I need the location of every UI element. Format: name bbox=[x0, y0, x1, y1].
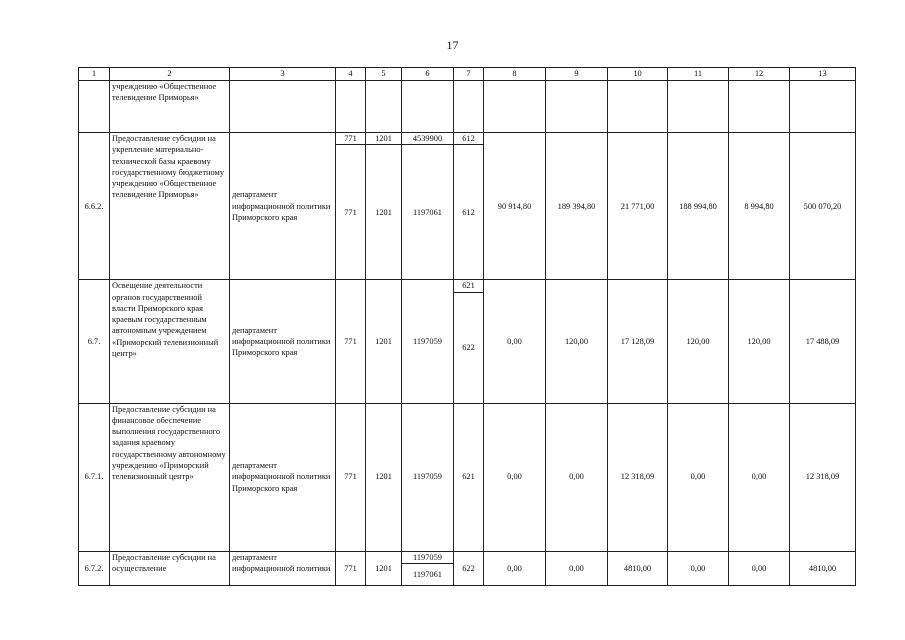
cell-c10: 21 771,00 bbox=[608, 133, 668, 280]
budget-table bbox=[78, 67, 856, 586]
cell-c13: 500 070,20 bbox=[790, 133, 856, 280]
cell-c10: 12 318,09 bbox=[608, 403, 668, 551]
col-header: 4 bbox=[336, 68, 366, 81]
col-header: 13 bbox=[790, 68, 856, 81]
cell-num: 6.7. bbox=[79, 280, 110, 403]
cell-c5: 1201 bbox=[366, 403, 402, 551]
cell-c13: 12 318,09 bbox=[790, 403, 856, 551]
cell-c10: 4810,00 bbox=[608, 551, 668, 585]
cell-c4: 771 bbox=[336, 551, 366, 585]
cell-c4: 771 bbox=[336, 145, 366, 280]
cell-dept: департамент информационной политики Приморского края bbox=[230, 133, 336, 280]
cell-c9: 189 394,80 bbox=[546, 133, 608, 280]
cell-c8: 0,00 bbox=[484, 551, 546, 585]
table-row bbox=[79, 81, 856, 133]
col-header: 11 bbox=[668, 68, 729, 81]
cell-c5: 1201 bbox=[366, 551, 402, 585]
col-header: 7 bbox=[454, 68, 484, 81]
cell-c7: 621 bbox=[454, 403, 484, 551]
cell-c6: 1197061 bbox=[402, 563, 454, 585]
cell-c13: 17 488,09 bbox=[790, 280, 856, 403]
cell-c4: 771 bbox=[336, 403, 366, 551]
cell-c9: 0,00 bbox=[546, 403, 608, 551]
table-row bbox=[79, 133, 856, 145]
col-header: 10 bbox=[608, 68, 668, 81]
cell-c7: 622 bbox=[454, 292, 484, 403]
cell-name: Освещение деятельности органов государственной власти Приморского края краевым государственным автономным учреждением «Приморский телевизионный центр» bbox=[110, 280, 230, 403]
cell-name: учреждению «Общественное телевидение Приморья» bbox=[110, 81, 230, 133]
cell-c11: 0,00 bbox=[668, 403, 729, 551]
cell-c11: 120,00 bbox=[668, 280, 729, 403]
cell-num: 6.7.1. bbox=[79, 403, 110, 551]
cell-name: Предоставление субсидии на осуществление bbox=[110, 551, 230, 585]
cell-c12: 8 994,80 bbox=[729, 133, 790, 280]
cell-c7: 621 bbox=[454, 280, 484, 292]
cell-c4: 771 bbox=[336, 133, 366, 145]
col-header: 5 bbox=[366, 68, 402, 81]
cell-c6: 1197059 bbox=[402, 280, 454, 403]
cell-c7: 622 bbox=[454, 551, 484, 585]
cell-c4: 771 bbox=[336, 280, 366, 403]
cell-c12: 0,00 bbox=[729, 551, 790, 585]
cell-c7: 612 bbox=[454, 133, 484, 145]
cell-c6: 1197061 bbox=[402, 145, 454, 280]
col-header: 1 bbox=[79, 68, 110, 81]
cell-num: 6.7.2. bbox=[79, 551, 110, 585]
cell-c12: 120,00 bbox=[729, 280, 790, 403]
cell-c6: 1197059 bbox=[402, 551, 454, 563]
cell-dept: департамент информационной политики bbox=[230, 551, 336, 585]
page-number: 17 bbox=[446, 38, 459, 52]
table-row bbox=[79, 403, 856, 551]
col-header: 12 bbox=[729, 68, 790, 81]
cell-c5: 1201 bbox=[366, 280, 402, 403]
cell-c5: 1201 bbox=[366, 133, 402, 145]
cell-c7: 612 bbox=[454, 145, 484, 280]
table-row bbox=[79, 280, 856, 292]
col-header: 3 bbox=[230, 68, 336, 81]
cell-c9: 120,00 bbox=[546, 280, 608, 403]
cell-c11: 188 994,80 bbox=[668, 133, 729, 280]
cell-c6: 4539900 bbox=[402, 133, 454, 145]
col-header: 8 bbox=[484, 68, 546, 81]
cell-c9: 0,00 bbox=[546, 551, 608, 585]
table-row bbox=[79, 551, 856, 563]
cell-dept: департамент информационной политики Приморского края bbox=[230, 403, 336, 551]
col-header: 2 bbox=[110, 68, 230, 81]
cell-c8: 0,00 bbox=[484, 280, 546, 403]
cell-num: 6.6.2. bbox=[79, 133, 110, 280]
cell-c10: 17 128,09 bbox=[608, 280, 668, 403]
cell-c13: 4810,00 bbox=[790, 551, 856, 585]
cell-c5: 1201 bbox=[366, 145, 402, 280]
col-header: 6 bbox=[402, 68, 454, 81]
cell-c8: 90 914,80 bbox=[484, 133, 546, 280]
col-header: 9 bbox=[546, 68, 608, 81]
cell-c6: 1197059 bbox=[402, 403, 454, 551]
header-row bbox=[79, 68, 856, 81]
cell-dept: департамент информационной политики Приморского края bbox=[230, 280, 336, 403]
cell-name: Предоставление субсидии на укрепление материально-технической базы краевому государственному бюджетному учреждению «Общественное телевидение Приморья» bbox=[110, 133, 230, 280]
cell-c12: 0,00 bbox=[729, 403, 790, 551]
cell-c8: 0,00 bbox=[484, 403, 546, 551]
cell-name: Предоставление субсидии на финансовое обеспечение выполнения государственного задания краевому государственному автономному учреждению «Приморский телевизионный центр» bbox=[110, 403, 230, 551]
cell-c11: 0,00 bbox=[668, 551, 729, 585]
